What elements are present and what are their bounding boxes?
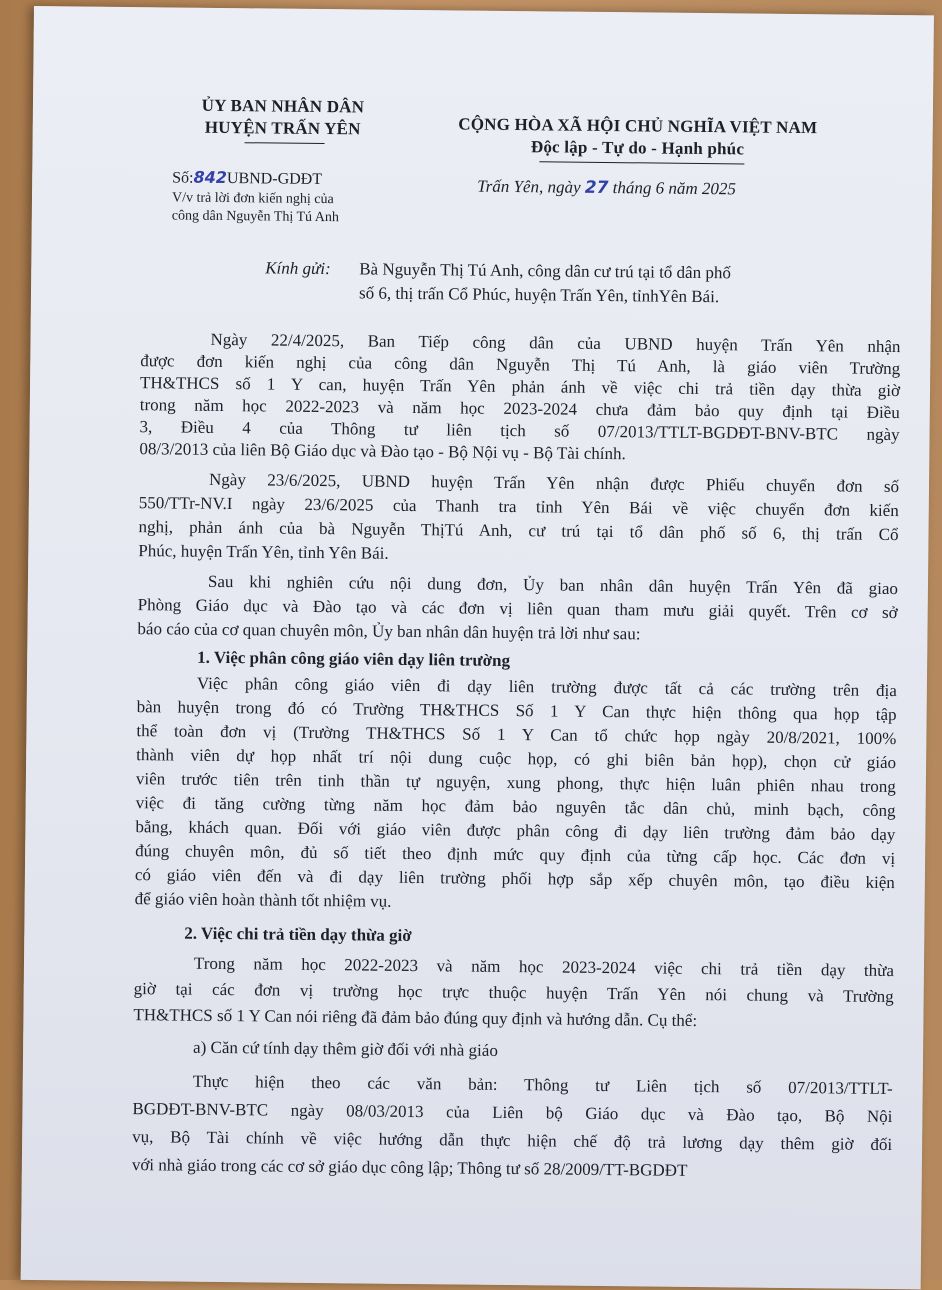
document-number <box>172 167 322 189</box>
section1-line: để giáo viên hoàn thành tốt nhiệm vụ. <box>134 889 392 911</box>
section2-line: Trong năm học 2022-2023 và năm học 2023-2024 việc chi trả tiền dạy thừa <box>193 953 895 981</box>
para2-line: Ngày 23/6/2025, UBND huyện Trấn Yên nhận được Phiếu chuyển đơn số <box>208 469 900 497</box>
section1-line: bàn huyện trong đó có Trường TH&THCS Số 1 Y Can thực hiện thông qua họp tập <box>136 697 897 725</box>
para3-line: báo cáo của cơ quan chuyên môn, Ủy ban nhân dân huyện trả lời như sau: <box>137 619 641 644</box>
section2-line: với nhà giáo trong các cơ sở giáo dục công lập; Thông tư số 28/2009/TT-BGDĐT <box>131 1155 688 1180</box>
date-suffix: tháng 6 năm 2025 <box>612 178 737 199</box>
subject-line1: V/v trả lời đơn kiến nghị của <box>171 190 334 208</box>
section2-line: Thực hiện theo các văn bản: Thông tư Liên tịch số 07/2013/TTLT- <box>192 1071 893 1099</box>
date-day-handwritten: 27 <box>584 177 609 199</box>
para2-line: nghị, phản ánh của bà Nguyễn ThịTú Anh, cư trú tại tổ dân phố số 6, thị trấn Cổ <box>138 517 899 545</box>
subject-line2: công dân Nguyễn Thị Tú Anh <box>171 208 339 226</box>
so-prefix: Số: <box>172 169 194 187</box>
section1-line: bằng, khách quan. Đối với giáo viên được phân công đi dạy liên trường đảm bảo dạy <box>135 817 896 845</box>
para1-line: TH&THCS số 1 Y can, huyện Trấn Yên phản ánh về việc chi trả tiền dạy thừa giờ <box>139 373 901 401</box>
recipient-label: Kính gửi: <box>265 258 331 279</box>
para3-line: Sau khi nghiên cứu nội dung đơn, Ủy ban nhân dân huyện Trấn Yên đã giao <box>207 571 899 599</box>
issuer-underline <box>245 142 325 144</box>
nation-title: CỘNG HÒA XÃ HỘI CHỦ NGHĨA VIỆT NAM <box>458 114 818 138</box>
so-handwritten: 842 <box>193 167 228 188</box>
para2-line: 550/TTr-NV.I ngày 23/6/2025 của Thanh tra tỉnh Yên Bái về việc chuyển đơn kiến <box>138 493 899 521</box>
section1-line: Việc phân công giáo viên đi dạy liên trường được tất cả các trường trên địa <box>196 673 897 701</box>
issuer-line1: ỦY BAN NHÂN DÂN <box>201 95 365 117</box>
motto-underline <box>539 161 744 164</box>
para3-line: Phòng Giáo dục và Đào tạo và các đơn vị liên quan tham mưu giải quyết. Trên cơ sở <box>137 595 898 623</box>
section1-line: thể toàn đơn vị (Trường TH&THCS Số 1 Y Can tổ chức họp ngày 20/8/2021, 100% <box>136 721 897 749</box>
section1-line: viên trước tiên trên tinh thần tự nguyện, xung phong, thực hiện luân phiên nhau trong <box>135 769 896 797</box>
section2-line: giờ tại các đơn vị trường học trực thuộc huyện Trấn Yên nói chung và Trường <box>133 979 894 1007</box>
section2-sub-a: a) Căn cứ tính dạy thêm giờ đối với nhà giáo <box>193 1037 498 1060</box>
para1-line: được đơn kiến nghị của công dân Nguyễn Thị Tú Anh, là giáo viên Trường <box>140 351 901 379</box>
section1-title: 1. Việc phân công giáo viên dạy liên trường <box>197 647 511 671</box>
para1-line: 08/3/2013 của liên Bộ Giáo dục và Đào tạo - Bộ Nội vụ - Bộ Tài chính. <box>139 439 626 464</box>
para1-line: trong năm học 2022-2023 và năm học 2023-2024 chưa đảm bảo quy định tại Điều <box>139 395 900 423</box>
section2-title: 2. Việc chi trả tiền dạy thừa giờ <box>184 923 412 946</box>
section1-line: có giáo viên đến và đi dạy liên trường phối hợp sắp xếp chuyên môn, tạo điều kiện <box>134 865 895 893</box>
nation-motto: Độc lập - Tự do - Hạnh phúc <box>530 137 745 159</box>
date-prefix: Trấn Yên, ngày <box>477 176 581 197</box>
section1-line: việc đi tăng cường từng năm học đảm bảo nguyên tắc dân chủ, minh bạch, công <box>135 793 896 821</box>
recipient-line2: số 6, thị trấn Cổ Phúc, huyện Trấn Yên, tỉnhYên Bái. <box>358 283 720 307</box>
section1-line: đúng chuyên môn, đủ số tiết theo định mức quy định của từng cấp học. Các đơn vị <box>135 841 896 869</box>
para1-line: Ngày 22/4/2025, Ban Tiếp công dân của UBND huyện Trấn Yên nhận <box>210 329 901 357</box>
section2-line: vụ, Bộ Tài chính về việc hướng dẫn thực hiện chế độ trả lương dạy thêm giờ đối <box>132 1127 893 1155</box>
recipient-line1: Bà Nguyễn Thị Tú Anh, công dân cư trú tại tổ dân phố <box>359 259 732 283</box>
issue-date <box>477 177 736 200</box>
section2-line: BGDĐT-BNV-BTC ngày 08/03/2013 của Liên bộ Giáo dục và Đào tạo, Bộ Nội <box>132 1099 893 1127</box>
issuer-line2: HUYỆN TRẤN YÊN <box>204 117 361 139</box>
section2-line: TH&THCS số 1 Y Can nói riêng đã đảm bảo đúng quy định và hướng dẫn. Cụ thể: <box>133 1005 698 1030</box>
so-suffix: UBND-GDĐT <box>226 170 323 189</box>
document-page <box>21 6 934 1289</box>
section1-line: thành viên dự họp nhất trí nội dung cuộc họp, có ghi biên bản họp), chọn cử giáo <box>136 745 897 773</box>
para1-line: 3, Điều 4 của Thông tư liên tịch số 07/2013/TTLT-BGDĐT-BNV-BTC ngày <box>139 417 900 445</box>
para2-line: Phúc, huyện Trấn Yên, tỉnh Yên Bái. <box>138 541 389 563</box>
